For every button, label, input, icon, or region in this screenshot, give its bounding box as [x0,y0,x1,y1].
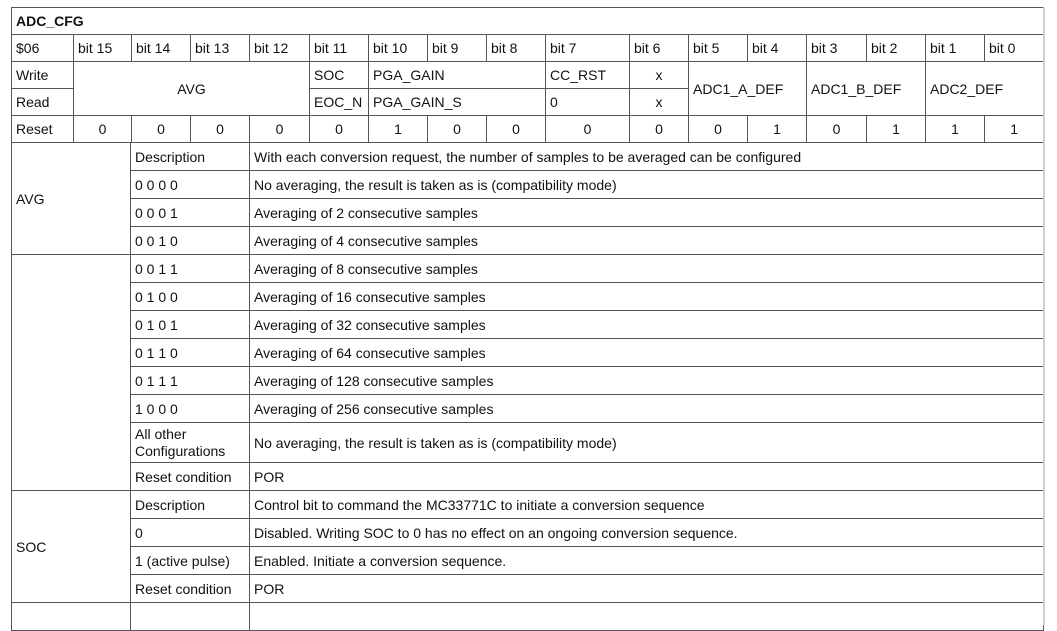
desc-key: Reset condition [131,575,250,603]
register-address: $06 [12,35,74,62]
register-document [11,7,1043,631]
bit-header: bit 10 [369,35,428,62]
desc-row [12,311,1044,339]
field-bit6-write: x [630,62,689,89]
desc-row [12,575,1044,603]
empty-cell [12,603,131,631]
desc-key: 0 [131,519,250,547]
bit-header: bit 9 [428,35,487,62]
bit-header: bit 3 [807,35,867,62]
field-description-table [11,142,1044,631]
bit-header: bit 2 [867,35,926,62]
field-adc2-def: ADC2_DEF [926,62,1044,116]
desc-row [12,395,1044,423]
reset-value: 0 [74,116,132,143]
desc-key: 0 1 1 0 [131,339,250,367]
field-eoc-n: EOC_N [310,89,369,116]
desc-row [12,255,1044,283]
empty-cell [131,603,250,631]
desc-row [12,143,1044,171]
desc-row [12,227,1044,255]
bit-header: bit 7 [546,35,630,62]
desc-key: Reset condition [131,463,250,491]
desc-value: Averaging of 64 consecutive samples [250,339,1044,367]
reset-label: Reset [12,116,74,143]
desc-key: 0 1 0 1 [131,311,250,339]
desc-row [12,491,1044,519]
desc-row [12,199,1044,227]
reset-value: 0 [487,116,546,143]
reset-value: 0 [132,116,191,143]
desc-row [12,283,1044,311]
desc-row [12,423,1044,463]
page-edge [1043,7,1045,625]
desc-key: 0 1 0 0 [131,283,250,311]
reset-value: 0 [689,116,748,143]
desc-value: POR [250,575,1044,603]
reset-value: 0 [428,116,487,143]
desc-row-partial [12,603,1044,631]
field-adc1-a-def: ADC1_A_DEF [689,62,807,116]
desc-key: 1 0 0 0 [131,395,250,423]
field-name-avg-continued [12,255,131,491]
desc-value: Averaging of 16 consecutive samples [250,283,1044,311]
bit-header: bit 1 [926,35,985,62]
desc-key: All other Configurations [131,423,250,463]
register-name: ADC_CFG [12,8,1044,35]
bit-header-row [12,35,1044,62]
reset-value: 0 [630,116,689,143]
reset-value: 1 [867,116,926,143]
desc-key: 0 0 0 0 [131,171,250,199]
field-avg: AVG [74,62,310,116]
field-bit6-read: x [630,89,689,116]
desc-key: Description [131,491,250,519]
desc-value: With each conversion request, the number of samples to be averaged can be configured [250,143,1044,171]
desc-value: Averaging of 128 consecutive samples [250,367,1044,395]
field-cc-rst: CC_RST [546,62,630,89]
register-bitmap-table [11,7,1044,143]
desc-row [12,367,1044,395]
desc-value: No averaging, the result is taken as is (compatibility mode) [250,171,1044,199]
bit-header: bit 6 [630,35,689,62]
desc-value: Enabled. Initiate a conversion sequence. [250,547,1044,575]
desc-row [12,171,1044,199]
write-label: Write [12,62,74,89]
bit-header: bit 4 [748,35,807,62]
field-adc1-b-def: ADC1_B_DEF [807,62,926,116]
desc-key: Description [131,143,250,171]
reset-value: 0 [191,116,250,143]
empty-cell [250,603,1044,631]
reset-value: 0 [807,116,867,143]
bit-header: bit 13 [191,35,250,62]
desc-row [12,339,1044,367]
bit-header: bit 0 [985,35,1044,62]
reset-value: 0 [310,116,369,143]
desc-value: Averaging of 8 consecutive samples [250,255,1044,283]
field-name-soc: SOC [12,491,131,603]
desc-key: 0 1 1 1 [131,367,250,395]
reset-value: 0 [546,116,630,143]
read-label: Read [12,89,74,116]
desc-row [12,463,1044,491]
reset-value: 1 [985,116,1044,143]
bit-header: bit 8 [487,35,546,62]
bit-header: bit 11 [310,35,369,62]
desc-key: 0 0 1 1 [131,255,250,283]
desc-value: Averaging of 32 consecutive samples [250,311,1044,339]
desc-value: Averaging of 2 consecutive samples [250,199,1044,227]
field-soc: SOC [310,62,369,89]
field-pga-gain: PGA_GAIN [369,62,546,89]
field-cc-rst-read: 0 [546,89,630,116]
desc-value: Disabled. Writing SOC to 0 has no effect on an ongoing conversion sequence. [250,519,1044,547]
desc-value: POR [250,463,1044,491]
field-name-avg: AVG [12,143,131,255]
reset-value: 1 [748,116,807,143]
desc-row [12,547,1044,575]
desc-row [12,519,1044,547]
desc-value: No averaging, the result is taken as is (compatibility mode) [250,423,1044,463]
reset-value: 1 [369,116,428,143]
write-row [12,62,1044,89]
reset-value: 0 [250,116,310,143]
bit-header: bit 14 [132,35,191,62]
desc-value: Averaging of 4 consecutive samples [250,227,1044,255]
desc-key: 1 (active pulse) [131,547,250,575]
desc-value: Averaging of 256 consecutive samples [250,395,1044,423]
bit-header: bit 12 [250,35,310,62]
reset-row [12,116,1044,143]
field-pga-gain-s: PGA_GAIN_S [369,89,546,116]
reset-value: 1 [926,116,985,143]
desc-key: 0 0 1 0 [131,227,250,255]
desc-value: Control bit to command the MC33771C to initiate a conversion sequence [250,491,1044,519]
bit-header: bit 5 [689,35,748,62]
desc-key: 0 0 0 1 [131,199,250,227]
bit-header: bit 15 [74,35,132,62]
